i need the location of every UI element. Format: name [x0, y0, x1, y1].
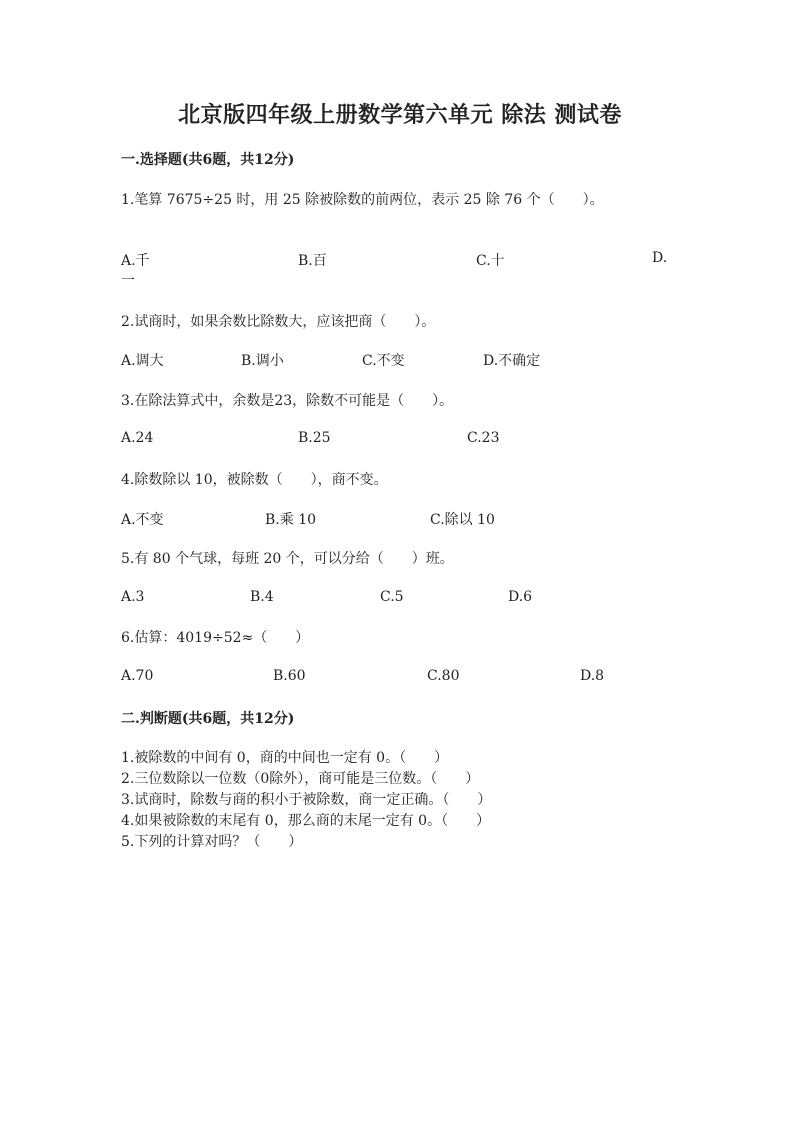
question-3-option-a: A.24	[121, 430, 154, 446]
judgment-item-4: 4.如果被除数的末尾有 0，那么商的末尾一定有 0。（ ）	[121, 813, 491, 829]
question-3-option-b: B.25	[298, 430, 331, 446]
question-5: 5.有 80 个气球，每班 20 个，可以分给（ ）班。	[121, 551, 454, 567]
question-1-option-c: C.十	[476, 253, 505, 269]
question-4-option-c: C.除以 10	[430, 512, 495, 528]
question-2-option-c: C.不变	[362, 353, 405, 369]
question-1: 1.笔算 7675÷25 时，用 25 除被除数的前两位，表示 25 除 76 个（ ）。	[121, 192, 604, 208]
question-3-option-c: C.23	[467, 430, 500, 446]
question-5-option-b: B.4	[250, 589, 274, 605]
question-6-option-b: B.60	[273, 668, 306, 684]
question-6: 6.估算：4019÷52≈（ ）	[121, 630, 310, 646]
question-3: 3.在除法算式中，余数是23，除数不可能是（ ）。	[121, 393, 454, 409]
page-title: 北京版四年级上册数学第六单元 除法 测试卷	[178, 102, 622, 128]
judgment-item-3: 3.试商时，除数与商的积小于被除数，商一定正确。（ ）	[121, 792, 492, 808]
judgment-item-2: 2.三位数除以一位数（0除外），商可能是三位数。（ ）	[121, 771, 480, 787]
section-heading-true-false: 二.判断题(共6题，共12分)	[121, 711, 295, 727]
question-4-option-b: B.乘 10	[265, 512, 317, 528]
question-6-option-a: A.70	[121, 668, 154, 684]
question-2: 2.试商时，如果余数比除数大，应该把商（ ）。	[121, 314, 436, 330]
question-6-option-c: C.80	[427, 668, 460, 684]
question-4: 4.除数除以 10，被除数（ ），商不变。	[121, 472, 388, 488]
question-2-option-b: B.调小	[241, 353, 284, 369]
question-2-option-d: D.不确定	[483, 353, 541, 369]
question-1-option-b: B.百	[298, 253, 327, 269]
judgment-item-1: 1.被除数的中间有 0，商的中间也一定有 0。（ ）	[121, 750, 449, 766]
question-2-option-a: A.调大	[121, 353, 164, 369]
question-1-option-d-wrap: 一	[121, 273, 135, 289]
question-4-option-a: A.不变	[121, 512, 164, 528]
question-5-option-c: C.5	[380, 589, 404, 605]
question-5-option-a: A.3	[121, 589, 145, 605]
judgment-item-5: 5.下列的计算对吗？（ ）	[121, 834, 303, 850]
question-1-option-a: A.千	[121, 253, 150, 269]
question-5-option-d: D.6	[508, 589, 533, 605]
question-1-option-d: D.	[652, 250, 668, 266]
section-heading-multiple-choice: 一.选择题(共6题，共12分)	[121, 152, 295, 168]
question-6-option-d: D.8	[580, 668, 605, 684]
